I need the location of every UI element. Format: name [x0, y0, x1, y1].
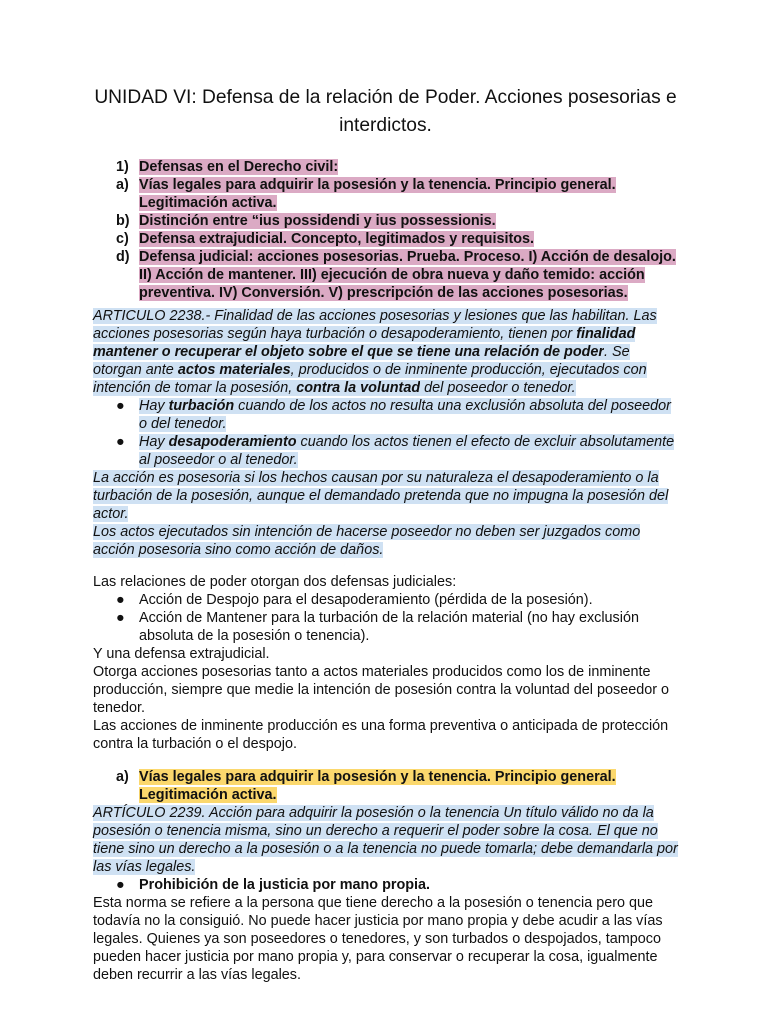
- relaciones-paragraph: Otorga acciones posesorias tanto a actos materiales producidos como los de inminente producción, siempre que medie la intención de posesión contra la voluntad del poseedor o tenedor.: [93, 664, 669, 716]
- bullet-text: cuando los actos tienen el efecto de excluir absolutamente al poseedor o al tenedor.: [139, 434, 675, 468]
- relaciones-section: [93, 573, 678, 753]
- article-text: Los actos ejecutados sin intención de hacerse poseedor no deben ser juzgados como acción posesoria sino como acción de daños.: [93, 524, 641, 558]
- article-emphasis: actos materiales: [177, 362, 291, 378]
- bullet-emphasis: desapoderamiento: [168, 434, 297, 450]
- bullet-item: [93, 609, 678, 645]
- relaciones-bullets: [93, 591, 678, 645]
- article-text: ARTÍCULO 2239. Acción para adquirir la posesión o la tenencia Un título válido no da la posesión o tenencia misma, sino un derecho a requerir el poder sobre la cosa. El que no tiene sino un derecho a la posesión o a la tenencia no puede tomarla; debe demandarla por las vías legales.: [93, 805, 678, 875]
- bullet-item: [93, 397, 678, 433]
- bullet-item: [93, 433, 678, 469]
- article-text: del poseedor o tenedor.: [420, 380, 576, 396]
- bullet-text: Acción de Mantener para la turbación de la relación material (no hay exclusión absoluta de la posesión o tenencia).: [139, 610, 639, 644]
- article-2238-paragraph: [93, 523, 678, 559]
- article-text: La acción es posesoria si los hechos causan por su naturaleza el desapoderamiento o la turbación de la posesión, aunque el demandado pretenda que no impugna la posesión del actor.: [93, 470, 669, 522]
- bullet-text: cuando de los actos no resulta una exclusión absoluta del poseedor o del tenedor.: [139, 398, 671, 432]
- outline-block: [93, 158, 678, 302]
- section-a-heading: [93, 768, 678, 804]
- outline-text: Defensas en el Derecho civil:: [139, 159, 339, 175]
- article-2238-paragraph: [93, 469, 678, 523]
- outline-text: Distinción entre “ius possidendi y ius possessionis.: [139, 213, 496, 229]
- article-text: . Se otorgan ante: [93, 344, 630, 378]
- bullet-text: Hay: [139, 434, 169, 450]
- relaciones-intro: Las relaciones de poder otorgan dos defensas judiciales:: [93, 574, 457, 590]
- prohibicion-bullets: [93, 876, 678, 894]
- outline-text: Vías legales para adquirir la posesión y la tenencia. Principio general. Legitimación activa.: [139, 177, 616, 211]
- outline-item: [93, 158, 678, 176]
- prohibicion-heading: Prohibición de la justicia por mano propia.: [139, 877, 431, 893]
- bullet-icon: ●: [116, 434, 125, 450]
- outline-text: Defensa extrajudicial. Concepto, legitimados y requisitos.: [139, 231, 535, 247]
- outline-list: [93, 158, 678, 302]
- outline-item: [93, 248, 678, 302]
- outline-item: [93, 230, 678, 248]
- outline-item: [93, 176, 678, 212]
- final-paragraph: Esta norma se refiere a la persona que tiene derecho a la posesión o tenencia pero que todavía no la consiguió. No puede hacer justicia por mano propia y debe acudir a las vías legales. Quienes ya son poseedores o tenedores, y son turbados o despojados, tampoco pueden hacer justicia por mano propia y, para conservar o recuperar la cosa, igualmente deben recurrir a las vías legales.: [93, 895, 663, 983]
- outline-marker: b): [116, 213, 130, 229]
- relaciones-paragraph: Y una defensa extrajudicial.: [93, 646, 270, 662]
- bullet-icon: ●: [116, 398, 125, 414]
- article-text: , producidos o de inminente producción, ejecutados con intención de tomar la posesión,: [93, 362, 647, 396]
- outline-marker: d): [116, 249, 130, 265]
- bullet-icon: ●: [116, 592, 125, 608]
- bullet-text: Hay: [139, 398, 169, 414]
- bullet-icon: ●: [116, 877, 125, 893]
- bullet-icon: ●: [116, 610, 125, 626]
- article-2238: [93, 307, 678, 559]
- outline-text: Defensa judicial: acciones posesorias. Prueba. Proceso. I) Acción de desalojo. II) Acción de mantener. III) ejecución de obra nueva y daño temido: acción preventiva. IV) Conversión. V) prescripción de las acciones posesorias.: [139, 249, 676, 301]
- bullet-text: Acción de Despojo para el desapoderamiento (pérdida de la posesión).: [139, 592, 593, 608]
- page-title: UNIDAD VI: Defensa de la relación de Poder. Acciones posesorias e interdictos.: [94, 87, 677, 136]
- outline-marker: a): [116, 177, 129, 193]
- bullet-item: [93, 591, 678, 609]
- section-a-marker: a): [116, 769, 129, 785]
- article-emphasis: finalidad mantener o recuperar el objeto sobre el que se tiene una relación de poder: [93, 326, 636, 360]
- outline-marker: 1): [116, 159, 129, 175]
- bullet-emphasis: turbación: [168, 398, 235, 414]
- article-emphasis: contra la voluntad: [296, 380, 421, 396]
- article-2238-paragraph: [93, 307, 678, 397]
- section-a-item: [93, 768, 678, 804]
- article-2239-paragraph: [93, 804, 678, 876]
- relaciones-paragraph: Las acciones de inminente producción es una forma preventiva o anticipada de protección contra la turbación o el despojo.: [93, 718, 669, 752]
- section-a-text: Vías legales para adquirir la posesión y la tenencia. Principio general. Legitimación activa.: [139, 769, 616, 803]
- outline-item: [93, 212, 678, 230]
- section-a: [93, 768, 678, 984]
- article-text: ARTICULO 2238.- Finalidad de las acciones posesorias y lesiones que las habilitan. Las acciones posesorias según haya turbación o desapoderamiento, tienen por: [93, 308, 657, 342]
- outline-marker: c): [116, 231, 129, 247]
- bullet-item: [93, 876, 678, 894]
- article-2238-bullets: [93, 397, 678, 469]
